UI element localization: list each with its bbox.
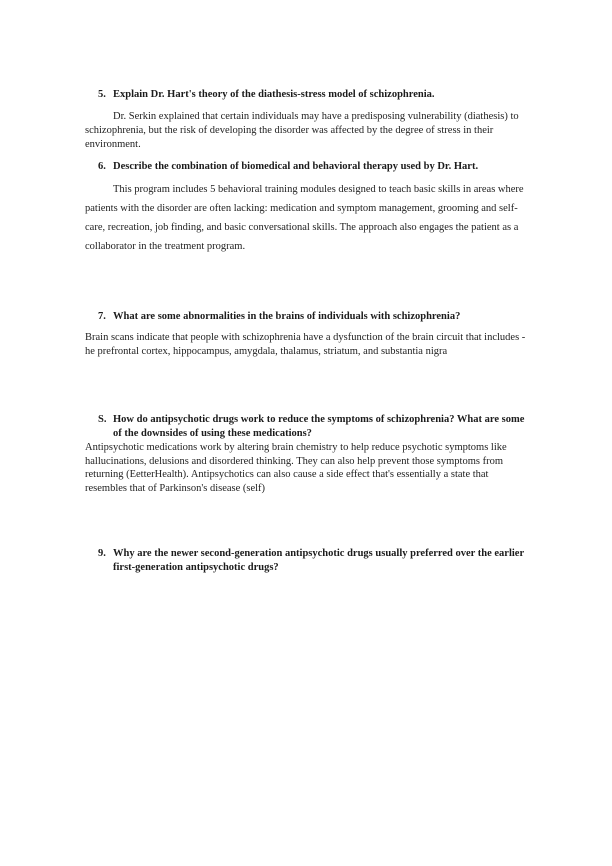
question-number: 5.: [98, 89, 106, 100]
question-block-8: [85, 413, 527, 495]
question-number: 6.: [98, 161, 106, 172]
question-text: Why are the newer second-generation antipsychotic drugs usually preferred over the earlier first-generation antipsychotic drugs?: [113, 548, 524, 573]
answer-text: Dr. Serkin explained that certain individuals may have a predisposing vulnerability (diathesis) to schizophrenia, but the risk of developing the disorder was affected by the degree of stress in their environment.: [85, 111, 519, 150]
question-block-5: [85, 88, 527, 152]
question-text: Describe the combination of biomedical and behavioral therapy used by Dr. Hart.: [113, 161, 479, 172]
question-number: 9.: [98, 548, 106, 559]
question-text: What are some abnormalities in the brains of individuals with schizophrenia?: [113, 311, 461, 322]
answer-text: Brain scans indicate that people with schizophrenia have a dysfunction of the brain circuit that includes -he prefrontal cortex, hippocampus, amygdala, thalamus, striatum, and substantia nigra: [85, 332, 526, 357]
answer-text: This program includes 5 behavioral training modules designed to teach basic skills in areas where patients with the disorder are often lacking: medication and symptom management, grooming and self-care, recreation, job finding, and basic conversational skills. The approach also engages the patient as a collaborator in the treatment program.: [85, 184, 524, 252]
question-block-6: [85, 160, 527, 256]
question-number: 7.: [98, 311, 106, 322]
question-heading: [98, 310, 527, 324]
answer-text: Antipsychotic medications work by altering brain chemistry to help reduce psychotic symptoms like hallucinations, delusions and disordered thinking. They can also help prevent those symptoms from returning (EetterHealth). Antipsychotics can also cause a side effect that's essentially a state that resembles that of Parkinson's disease (self): [85, 442, 507, 494]
question-heading: [98, 88, 527, 102]
question-heading: [98, 413, 527, 441]
question-heading: [98, 547, 527, 575]
question-block-7: [85, 310, 527, 359]
question-number: S.: [98, 414, 107, 425]
question-text: How do antipsychotic drugs work to reduce the symptoms of schizophrenia? What are some of the downsides of using these medications?: [113, 414, 525, 439]
question-text: Explain Dr. Hart's theory of the diathesis-stress model of schizophrenia.: [113, 89, 435, 100]
question-heading: [98, 160, 527, 174]
question-block-9: [85, 547, 527, 575]
